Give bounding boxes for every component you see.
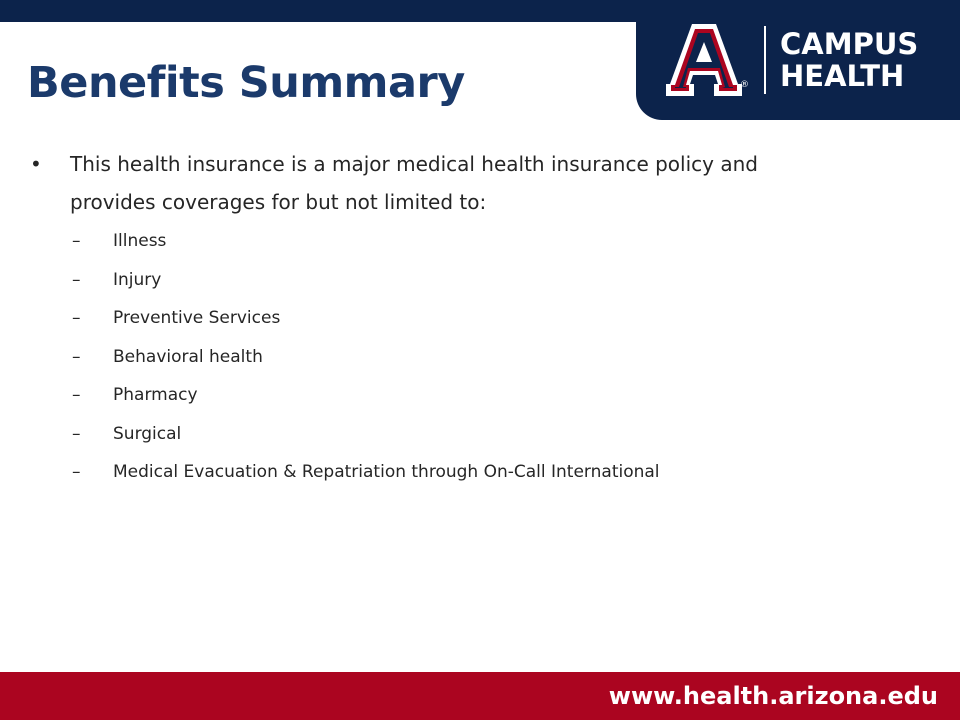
list-item (72, 261, 660, 300)
list-item-label: Pharmacy (113, 385, 198, 405)
list-item-label: Behavioral health (113, 346, 263, 367)
list-item (72, 453, 660, 492)
slide-title: Benefits Summary (27, 58, 465, 108)
footer-url: www.health.arizona.edu (608, 682, 938, 710)
coverage-sub-list (72, 222, 660, 492)
list-item (72, 376, 660, 415)
campus-health-logo-block (636, 0, 960, 120)
brand-line-health: HEALTH (780, 59, 905, 93)
registered-mark: ® (740, 80, 749, 90)
logo-divider (764, 26, 766, 94)
list-item (72, 222, 660, 261)
bullet-glyph: • (30, 152, 42, 176)
list-item-label: Surgical (113, 423, 182, 444)
list-item (72, 415, 660, 454)
dash-glyph: – (72, 269, 81, 290)
dash-glyph: – (72, 346, 81, 367)
university-block-a-logo (666, 24, 742, 96)
list-item-label: Preventive Services (113, 308, 281, 328)
footer-red-bar (0, 672, 960, 720)
dash-glyph: – (72, 423, 81, 444)
list-item-label: Injury (113, 269, 162, 290)
list-item-label: Medical Evacuation & Repatriation through On-Call International (113, 462, 660, 482)
dash-glyph: – (72, 231, 81, 251)
list-item (72, 299, 660, 338)
dash-glyph: – (72, 385, 81, 405)
dash-glyph: – (72, 308, 81, 328)
list-item (72, 338, 660, 377)
brand-line-campus: CAMPUS (780, 27, 919, 61)
list-item-label: Illness (113, 231, 167, 251)
bullet-text: This health insurance is a major medical health insurance policy and provides coverages for but not limited to: (70, 152, 758, 214)
dash-glyph: – (72, 462, 81, 482)
